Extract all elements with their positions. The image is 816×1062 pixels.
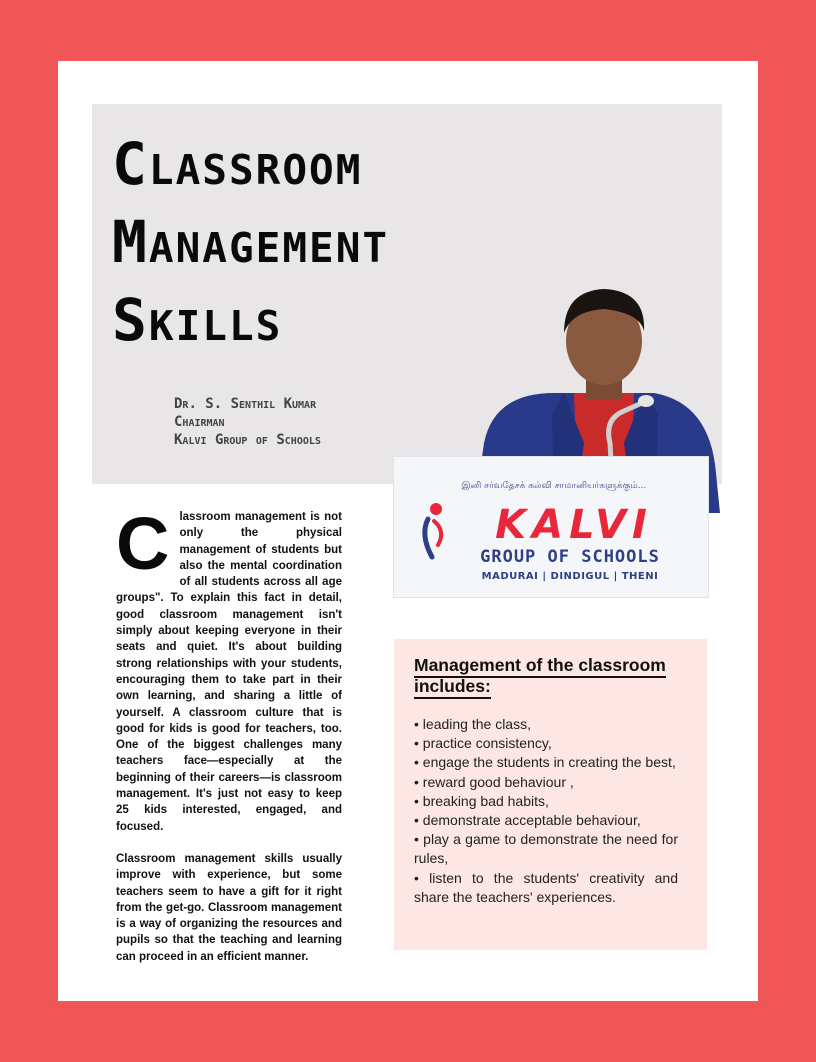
author-role: Chairman bbox=[174, 414, 225, 430]
article-body bbox=[116, 502, 342, 981]
banner-cities: MADURAI | DINDIGUL | THENI bbox=[481, 571, 659, 582]
list-item: • breaking bad habits, bbox=[414, 792, 678, 811]
sidebar-box-title bbox=[414, 655, 694, 697]
list-item: • practice consistency, bbox=[414, 734, 678, 753]
title-line-3: Skills bbox=[112, 286, 283, 354]
magazine-page bbox=[58, 61, 758, 1001]
list-item: • leading the class, bbox=[414, 715, 678, 734]
banner-tagline: இனி சர்வதேசக் கல்வி சாமானியர்களுக்கும்... bbox=[461, 481, 647, 491]
sidebar-box-list bbox=[414, 715, 678, 907]
list-item: • demonstrate acceptable behaviour, bbox=[414, 811, 678, 830]
author-name: Dr. S. Senthil Kumar bbox=[174, 396, 317, 412]
sidebar-box bbox=[394, 639, 707, 950]
title-line-1: Classroom bbox=[112, 130, 363, 198]
list-item: • play a game to demonstrate the need for rules, bbox=[414, 830, 678, 868]
list-item: • listen to the students' creativity and share the teachers' experiences. bbox=[414, 869, 678, 907]
list-item: • reward good behaviour , bbox=[414, 773, 678, 792]
article-paragraph-2: Classroom management skills usually improve with experience, but some teachers seem to have a gift for it right from the get-go. Classroom management is a way of organizing the resources and pupils so that the teaching and learning can proceed in an efficient manner. bbox=[116, 852, 342, 963]
banner-group-text: GROUP OF SCHOOLS bbox=[480, 547, 660, 567]
school-banner bbox=[394, 457, 708, 597]
kalvi-logo: KALVI bbox=[495, 502, 653, 548]
list-item: • engage the students in creating the best, bbox=[414, 753, 678, 772]
drop-cap: C bbox=[116, 502, 170, 585]
title-line-2: Management bbox=[112, 208, 390, 276]
author-byline bbox=[174, 395, 321, 449]
paragraph-1-text: lassroom management is not only the physical management of students but also the mental coordination of all students across all age groups". To explain this fact in detail, good classroom management isn't simply about keeping everyone in their seats and quiet. It's about building strong relationships with your students, encouraging them to take part in their own learning, and sharing a little of yourself. A classroom culture that is good for kids is good for teachers, too. One of the biggest challenges many teachers face—especially at the beginning of their careers—is classroom management. It's just not easy to keep 25 kids interested, engaged, and focused. bbox=[116, 511, 342, 833]
article-paragraph-1 bbox=[116, 502, 342, 835]
author-organization: Kalvi Group of Schools bbox=[174, 432, 321, 448]
person-figure-icon bbox=[416, 501, 452, 561]
sidebar-box-title-text: Management of the classroom includes: bbox=[414, 655, 666, 699]
